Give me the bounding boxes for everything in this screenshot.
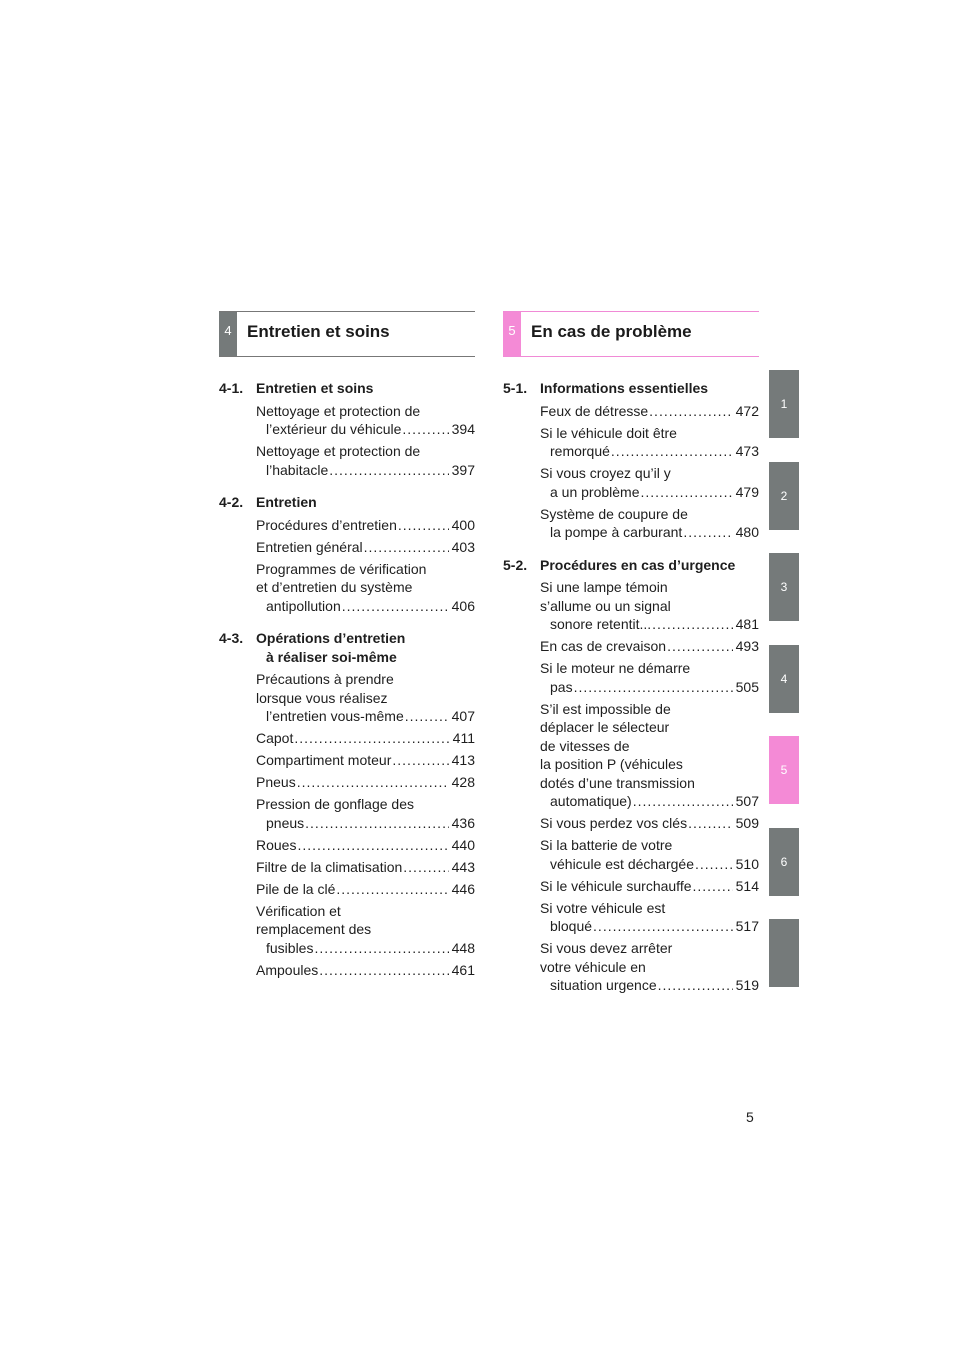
entry-last-line: [256, 751, 475, 770]
chapter-4-column: [219, 311, 475, 993]
entry-last-line: [256, 836, 475, 855]
chapter-tab-1[interactable]: 1: [769, 370, 799, 438]
toc-entry[interactable]: [540, 464, 759, 501]
entry-text-line: pneus: [266, 814, 305, 831]
entry-text-line: bloqué: [550, 918, 593, 934]
dot-leader: [405, 707, 449, 726]
page-number: 5: [746, 1109, 754, 1125]
toc-entry[interactable]: [256, 902, 475, 958]
toc-entry[interactable]: [256, 402, 475, 439]
toc-entry[interactable]: [256, 538, 475, 557]
entry-last-line: [540, 402, 759, 421]
entry-text-line: pas: [550, 678, 573, 695]
dot-leader: [695, 855, 733, 874]
entry-text-line: la position P (véhicules: [540, 756, 683, 772]
entry-page-number: 480: [735, 524, 759, 540]
entry-text-line: Si la batterie de votre: [540, 837, 673, 853]
entry-text-line: l’habitacle: [266, 461, 329, 478]
entry-page-number: 509: [735, 815, 759, 831]
entry-page-number: 510: [735, 855, 759, 872]
entry-text-line: Procédures d’entretien: [256, 516, 397, 533]
entry-last-line: [256, 597, 475, 616]
entry-last-line: [256, 858, 475, 877]
entry-last-line: [540, 678, 759, 697]
entry-last-line: [540, 976, 759, 995]
entry-text-line: l’entretien vous-même: [266, 708, 404, 724]
entry-last-line: [256, 939, 475, 958]
entry-page-number: 507: [735, 793, 759, 809]
section-heading: [219, 379, 475, 398]
entry-list: [256, 670, 475, 979]
dot-leader: [574, 678, 733, 697]
entry-last-line: [540, 615, 759, 634]
entry-text-line: remplacement des: [256, 921, 372, 937]
toc-section: [219, 629, 475, 979]
entry-page-number: 436: [451, 814, 475, 831]
entry-page-number: 481: [735, 616, 759, 632]
dot-leader: [652, 615, 732, 634]
toc-entry[interactable]: [256, 729, 475, 748]
entry-text-line: Si le véhicule surchauffe: [540, 877, 692, 894]
entry-page-number: 403: [451, 538, 475, 555]
entry-page-number: 406: [451, 597, 475, 614]
dot-leader: [392, 751, 448, 770]
dot-leader: [633, 792, 733, 811]
section-heading: [503, 556, 759, 575]
entry-last-line: [256, 961, 475, 980]
section-number: 4-3.: [219, 630, 244, 646]
toc-entry[interactable]: [540, 402, 759, 421]
entry-last-line: [540, 917, 759, 936]
entry-page-number: 448: [451, 939, 475, 956]
toc-section: [219, 379, 475, 479]
entry-page-number: 505: [735, 678, 759, 695]
entry-last-line: [540, 523, 759, 542]
entry-last-line: [256, 516, 475, 535]
entry-text-line: sonore retentit...: [550, 616, 652, 632]
chapter-5-column: [503, 311, 759, 1009]
toc-entry[interactable]: [256, 773, 475, 792]
entry-page-number: 413: [451, 752, 475, 768]
chapter-header: [219, 311, 475, 357]
dot-leader: [297, 836, 448, 855]
entry-text-line: remorqué: [550, 443, 610, 459]
dot-leader: [649, 402, 732, 421]
dot-leader: [297, 773, 449, 792]
entry-text-line: la pompe à carburant: [550, 524, 683, 540]
entry-page-number: 397: [451, 461, 475, 478]
entry-text-line: Programmes de vérification: [256, 560, 427, 577]
toc-entry[interactable]: [256, 751, 475, 770]
entry-page-number: 400: [451, 516, 475, 533]
entry-text-line: l’extérieur du véhicule: [266, 421, 402, 437]
entry-text-line: Pression de gonflage des: [256, 796, 414, 812]
entry-page-number: 394: [451, 421, 475, 437]
entry-text-line: Filtre de la climatisation: [256, 858, 403, 875]
entry-text-line: dotés d’une transmission: [540, 774, 695, 791]
entry-text-line: Si une lampe témoin: [540, 579, 668, 595]
entry-text-line: Ampoules: [256, 961, 319, 978]
section-list: [503, 379, 759, 995]
entry-text-line: Si vous croyez qu’il y: [540, 465, 671, 481]
toc-entry[interactable]: [256, 961, 475, 980]
section-number: 4-2.: [219, 494, 244, 510]
section-title: Entretien: [256, 494, 317, 510]
entry-list: [540, 578, 759, 995]
toc-section: [503, 556, 759, 995]
dot-leader: [688, 814, 733, 833]
dot-leader: [683, 523, 732, 542]
entry-page-number: 473: [735, 443, 759, 459]
entry-text-line: Roues: [256, 836, 297, 853]
chapter-tab-2[interactable]: 2: [769, 462, 799, 530]
chapter-tab-6[interactable]: 6: [769, 828, 799, 896]
entry-last-line: [540, 855, 759, 874]
entry-text-line: Compartiment moteur: [256, 752, 392, 768]
section-number: 5-2.: [503, 556, 528, 573]
entry-last-line: [256, 538, 475, 557]
toc-entry[interactable]: [540, 505, 759, 542]
dot-leader: [398, 516, 449, 535]
toc-entry[interactable]: [540, 659, 759, 696]
toc-entry[interactable]: [540, 939, 759, 995]
entry-list: [256, 402, 475, 480]
section-title: Opérations d’entretien à réaliser soi-même: [256, 630, 406, 665]
section-number: 5-1.: [503, 380, 528, 396]
entry-text-line: Pile de la clé: [256, 880, 336, 897]
entry-page-number: 411: [452, 730, 475, 746]
entry-last-line: [256, 729, 475, 748]
entry-last-line: [540, 877, 759, 896]
section-heading: [503, 379, 759, 398]
entry-text-line: En cas de crevaison: [540, 638, 667, 654]
entry-page-number: 479: [735, 483, 759, 500]
toc-entry[interactable]: [540, 424, 759, 461]
toc-entry[interactable]: [540, 700, 759, 811]
entry-page-number: 493: [735, 638, 759, 654]
toc-entry[interactable]: [540, 637, 759, 656]
toc-entry[interactable]: [540, 899, 759, 936]
chapter-title: En cas de problème: [531, 322, 692, 341]
toc-entry[interactable]: [256, 516, 475, 535]
toc-entry[interactable]: [540, 578, 759, 634]
dot-leader: [314, 939, 448, 958]
entry-text-line: situation urgence: [550, 977, 657, 993]
entry-text-line: Capot: [256, 730, 294, 746]
entry-list: [256, 516, 475, 616]
section-number: 4-1.: [219, 380, 244, 396]
entry-page-number: 514: [735, 877, 759, 894]
entry-last-line: [256, 814, 475, 833]
entry-page-number: 443: [451, 858, 475, 875]
dot-leader: [403, 858, 448, 877]
entry-text-line: Si votre véhicule est: [540, 899, 666, 916]
entry-page-number: 461: [451, 961, 475, 978]
toc-entry[interactable]: [256, 442, 475, 479]
entry-text-line: Entretien général: [256, 538, 363, 555]
entry-text-line: Nettoyage et protection de: [256, 443, 421, 459]
entry-last-line: [540, 637, 759, 656]
entry-text-line: Si vous devez arrêter: [540, 940, 673, 956]
chapter-tab-3[interactable]: 3: [769, 553, 799, 621]
entry-text-line: Si le moteur ne démarre: [540, 660, 691, 676]
entry-page-number: 519: [735, 977, 759, 993]
chapter-title: Entretien et soins: [247, 322, 390, 341]
entry-text-line: Nettoyage et protection de: [256, 402, 421, 419]
dot-leader: [319, 961, 448, 980]
chapter-tab-4[interactable]: 4: [769, 645, 799, 713]
section-title: Informations essentielles: [540, 380, 709, 396]
entry-text-line: S’il est impossible de: [540, 700, 671, 717]
toc-section: [503, 379, 759, 542]
section-list: [219, 379, 475, 979]
chapter-number-badge: 4: [219, 312, 237, 356]
dot-leader: [342, 597, 449, 616]
toc-entry[interactable]: [256, 795, 475, 832]
dot-leader: [693, 877, 733, 896]
entry-text-line: automatique): [550, 793, 632, 809]
entry-page-number: 407: [451, 708, 475, 724]
entry-text-line: Pneus: [256, 774, 296, 790]
entry-text-line: déplacer le sélecteur: [540, 719, 670, 735]
entry-text-line: Si le véhicule doit être: [540, 424, 677, 441]
chapter-number-badge: 5: [503, 312, 521, 356]
entry-last-line: [256, 461, 475, 480]
toc-entry[interactable]: [540, 877, 759, 896]
entry-last-line: [256, 420, 475, 439]
entry-text-line: antipollution: [266, 597, 341, 614]
entry-last-line: [540, 814, 759, 833]
dot-leader: [658, 976, 733, 995]
toc-entry[interactable]: [540, 814, 759, 833]
dot-leader: [364, 538, 449, 557]
dot-leader: [611, 442, 733, 461]
entry-text-line: Feux de détresse: [540, 402, 649, 419]
toc-entry[interactable]: [256, 670, 475, 726]
entry-text-line: Système de coupure de: [540, 505, 688, 522]
dot-leader: [329, 461, 448, 480]
section-title: Entretien et soins: [256, 380, 374, 396]
section-title: Procédures en cas d’urgence: [540, 556, 736, 573]
entry-last-line: [256, 773, 475, 792]
chapter-tab-5[interactable]: 5: [769, 736, 799, 804]
entry-page-number: 446: [451, 880, 475, 897]
entry-text-line: et d’entretien du système: [256, 579, 413, 595]
entry-last-line: [540, 483, 759, 502]
toc-entry[interactable]: [256, 880, 475, 899]
dot-leader: [667, 637, 733, 656]
entry-page-number: 428: [451, 774, 475, 790]
entry-text-line: véhicule est déchargée: [550, 855, 694, 872]
entry-text-line: de vitesses de: [540, 737, 630, 754]
entry-text-line: fusibles: [266, 939, 314, 956]
toc-entry[interactable]: [256, 858, 475, 877]
toc-entry[interactable]: [256, 560, 475, 616]
entry-text-line: votre véhicule en: [540, 958, 646, 975]
dot-leader: [593, 917, 733, 936]
entry-text-line: Vérification et: [256, 902, 341, 919]
dot-leader: [336, 880, 448, 899]
entry-text-line: Précautions à prendre: [256, 671, 394, 687]
dot-leader: [641, 483, 733, 502]
entry-page-number: 472: [735, 402, 759, 419]
section-heading: [219, 629, 475, 666]
entry-last-line: [256, 707, 475, 726]
toc-section: [219, 493, 475, 615]
entry-last-line: [256, 880, 475, 899]
entry-text-line: Si vous perdez vos clés: [540, 815, 688, 831]
dot-leader: [305, 814, 448, 833]
entry-last-line: [540, 442, 759, 461]
entry-last-line: [540, 792, 759, 811]
entry-text-line: a un problème: [550, 483, 640, 500]
entry-text-line: s’allume ou un signal: [540, 597, 671, 614]
section-heading: [219, 493, 475, 512]
entry-list: [540, 402, 759, 542]
toc-entry[interactable]: [540, 836, 759, 873]
dot-leader: [402, 420, 448, 439]
entry-text-line: lorsque vous réalisez: [256, 689, 388, 706]
toc-entry[interactable]: [256, 836, 475, 855]
entry-page-number: 440: [451, 836, 475, 853]
chapter-header: [503, 311, 759, 357]
dot-leader: [294, 729, 449, 748]
chapter-tab-index[interactable]: [769, 919, 799, 987]
entry-page-number: 517: [735, 918, 759, 934]
